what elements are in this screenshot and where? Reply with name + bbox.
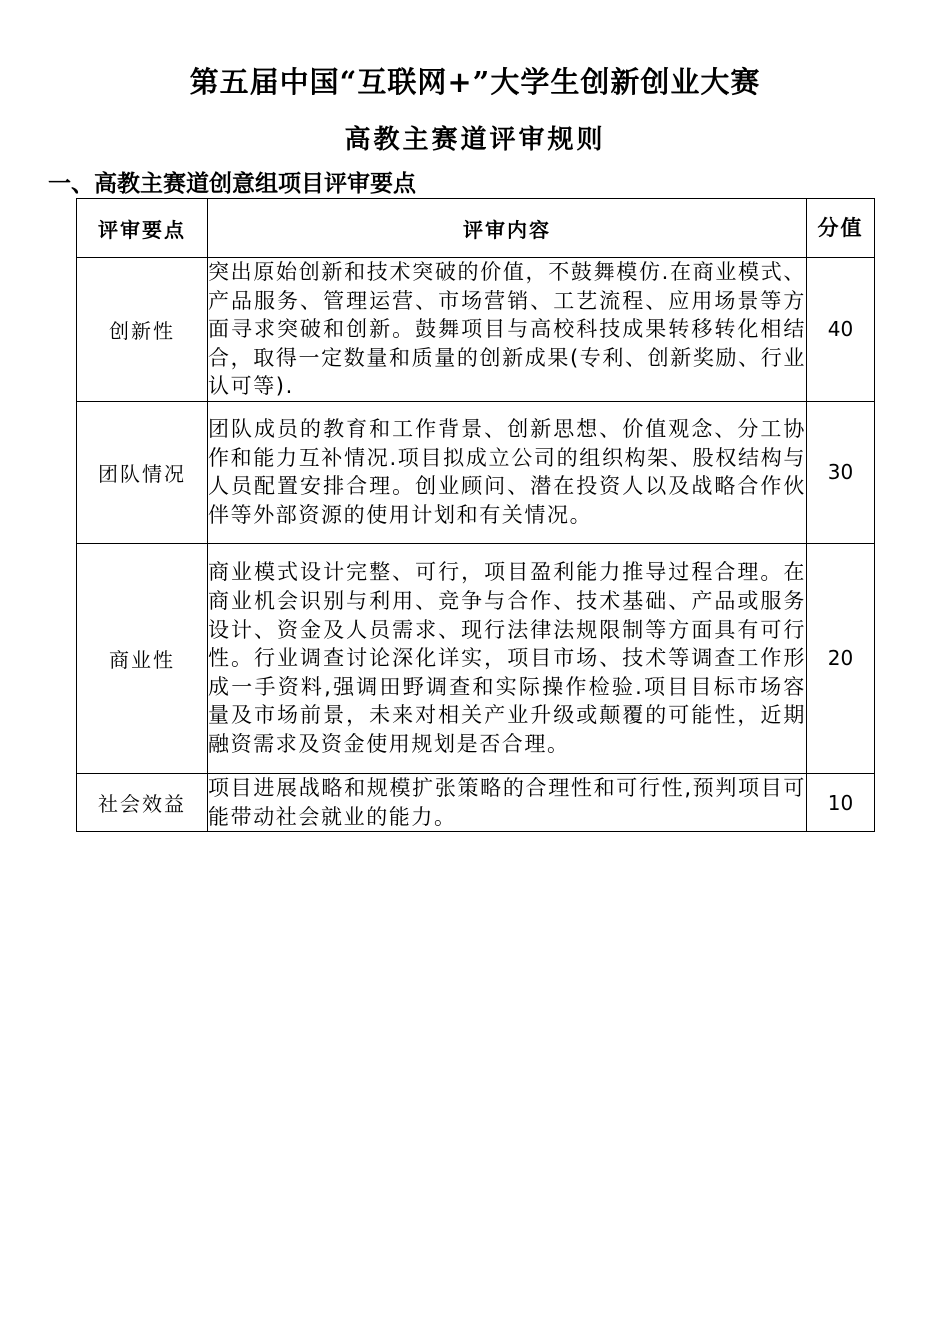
review-point-cell: 团队情况 bbox=[77, 401, 208, 543]
score-cell: 10 bbox=[807, 773, 875, 831]
table-row bbox=[77, 773, 875, 831]
review-criteria-table bbox=[76, 198, 875, 832]
document-title: 第五届中国“互联网+”大学生创新创业大赛 bbox=[189, 65, 761, 99]
section-heading: 一、高教主赛道创意组项目评审要点 bbox=[48, 171, 416, 197]
score-cell: 20 bbox=[807, 543, 875, 773]
review-content-cell: 商业模式设计完整、可行，项目盈利能力推导过程合理。在商业机会识别与利用、竞争与合作、技术基础、产品或服务设计、资金及人员需求、现行法律法规限制等方面具有可行性。行业调查讨论深化详实，项目市场、技术等调查工作形成一手资料,强调田野调查和实际操作检验.项目目标市场容量及市场前景，未来对相关产业升级或颠覆的可能性，近期融资需求及资金使用规划是否合理。 bbox=[208, 543, 807, 773]
review-content-cell: 项目进展战略和规模扩张策略的合理性和可行性,预判项目可能带动社会就业的能力。 bbox=[208, 773, 807, 831]
review-point-cell: 社会效益 bbox=[77, 773, 208, 831]
header-review-point: 评审要点 bbox=[77, 199, 208, 258]
score-cell: 30 bbox=[807, 401, 875, 543]
document-subtitle: 高教主赛道评审规则 bbox=[344, 125, 606, 155]
review-content-cell: 团队成员的教育和工作背景、创新思想、价值观念、分工协作和能力互补情况.项目拟成立公司的组织构架、股权结构与人员配置安排合理。创业顾问、潜在投资人以及战略合作伙伴等外部资源的使用计划和有关情况。 bbox=[208, 401, 807, 543]
review-point-cell: 商业性 bbox=[77, 543, 208, 773]
table-header-row bbox=[77, 199, 875, 258]
review-content-cell: 突出原始创新和技术突破的价值，不鼓舞模仿.在商业模式、产品服务、管理运营、市场营销、工艺流程、应用场景等方面寻求突破和创新。鼓舞项目与高校科技成果转移转化相结合，取得一定数量和质量的创新成果(专利、创新奖励、行业认可等). bbox=[208, 258, 807, 402]
table-row bbox=[77, 258, 875, 402]
review-point-cell: 创新性 bbox=[77, 258, 208, 402]
table-row bbox=[77, 401, 875, 543]
header-review-content: 评审内容 bbox=[208, 199, 807, 258]
header-score: 分值 bbox=[807, 199, 875, 258]
table-row bbox=[77, 543, 875, 773]
score-cell: 40 bbox=[807, 258, 875, 402]
